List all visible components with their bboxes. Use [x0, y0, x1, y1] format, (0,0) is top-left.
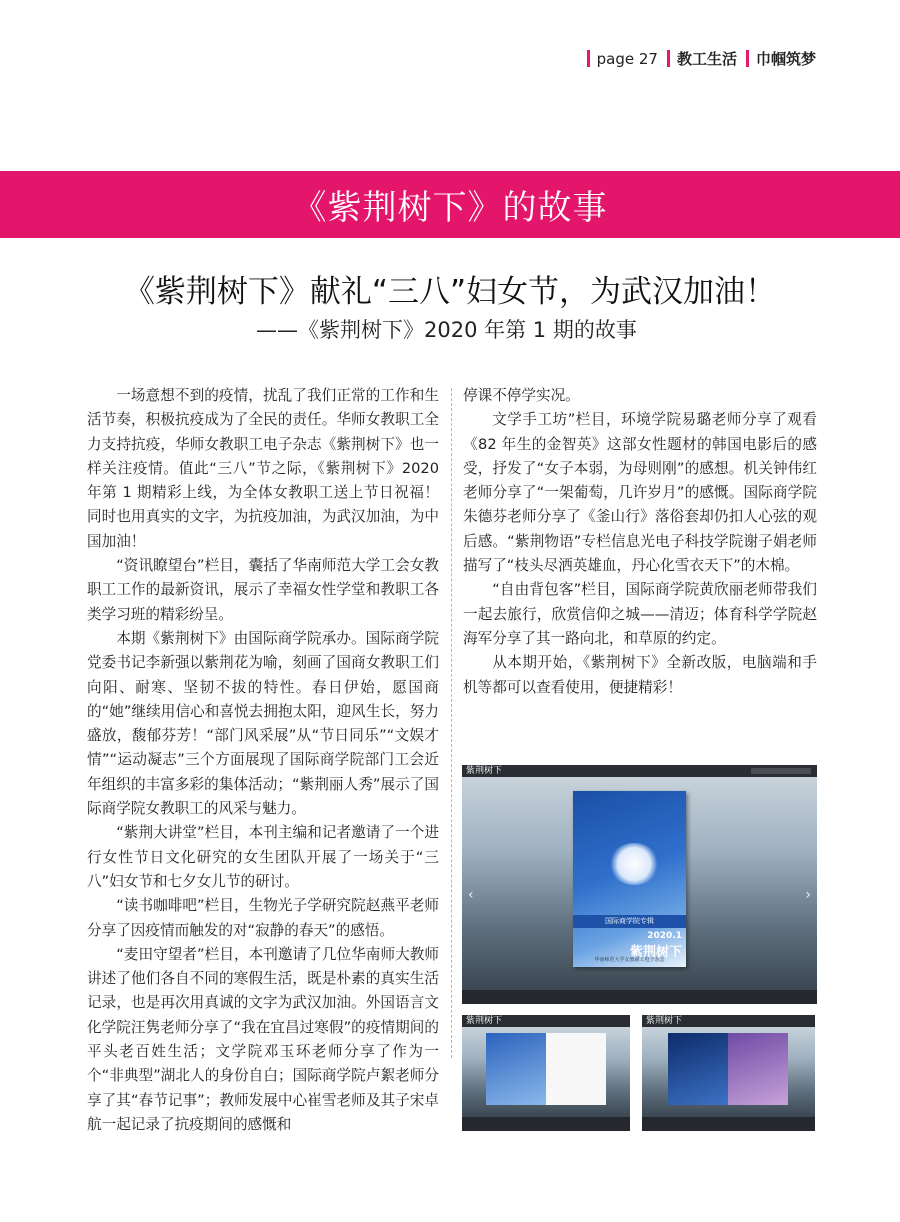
cover-footer: 华南师范大学女教职工电子杂志: [594, 957, 665, 963]
cover-banner: 国际商学院专辑: [573, 915, 686, 928]
spread-right-page: [728, 1033, 788, 1105]
reader-topbar: [462, 1015, 630, 1027]
reader-toolbar: [462, 990, 817, 1004]
article-subtitle: ——《紫荆树下》2020 年第 1 期的故事: [256, 318, 637, 342]
paragraph: “读书咖啡吧”栏目，生物光子学研究院赵燕平老师分享了因疫情而触发的对“寂静的春天”的感悟。: [87, 897, 439, 939]
paragraph: 从本期开始，《紫荆树下》全新改版，电脑端和手机等都可以查看使用，便捷精彩！: [463, 654, 817, 696]
reader-logo: 紫荆树下: [646, 1016, 683, 1026]
reader-screenshot-contents: [462, 1015, 630, 1131]
reader-topbar: [462, 765, 817, 777]
right-column: [463, 384, 817, 700]
cover-issue: 2020.1: [647, 931, 682, 941]
spread-left-page: [668, 1033, 728, 1105]
paragraph: 一场意想不到的疫情，扰乱了我们正常的工作和生活节奏，积极抗疫成为了全民的责任。华师女教职工全力支持抗疫，华师女教职工电子杂志《紫荆树下》也一样关注疫情。值此“三八”节之际，《紫荆树下》2020 年第 1 期精彩上线，为全体女教职工送上节日祝福！同时也用真实的文字，为抗疫加油，为武汉加油，为中国加油！: [87, 387, 439, 550]
paragraph: 文学手工坊”栏目，环境学院易璐老师分享了观看《82 年生的金智英》这部女性题材的韩国电影后的感受，抒发了“女子本弱，为母则刚”的感想。机关钟伟红老师分享了“一架葡萄，几许岁月”的感慨。国际商学院朱德芬老师分享了《釜山行》落俗套却仍扣人心弦的观后感。“紫荆物语”专栏信息光电子科技学院谢子娟老师描写了“枝头尽洒英雄血，丹心化雪衣天下”的木棉。: [463, 411, 817, 575]
chevron-right-icon: ›: [805, 887, 811, 903]
section-title: 《紫荆树下》的故事: [292, 188, 608, 228]
reader-topbar: [642, 1015, 815, 1027]
magazine-spread: [668, 1033, 788, 1105]
spread-left-page: [486, 1033, 546, 1105]
cover-magazine-name: 紫荆树下: [629, 945, 682, 960]
header-bar-mark: [587, 50, 590, 67]
article-title: 《紫荆树下》献礼“三八”妇女节，为武汉加油！: [123, 274, 777, 310]
reader-toolbar: [462, 1117, 630, 1131]
paragraph: “资讯瞭望台”栏目，囊括了华南师范大学工会女教职工工作的最新资讯，展示了幸福女性学堂和教职工各类学习班的精彩纷呈。: [87, 557, 439, 623]
left-column: [87, 384, 439, 1137]
reader-screenshot-spread: [642, 1015, 815, 1131]
running-header: [587, 48, 816, 69]
reader-toolbar: [642, 1117, 815, 1131]
paragraph: 本期《紫荆树下》由国际商学院承办。国际商学院党委书记李新强以紫荆花为喻，刻画了国商女教职工们向阳、耐寒、坚韧不拔的特性。春日伊始，愿国商的“她”继续用信心和喜悦去拥抱太阳，迎风生长，努力盛放，馥郁芬芳！“部门风采展”从“节日同乐”“文娱才情”“运动凝志”三个方面展现了国际商学院部门工会近年组织的丰富多彩的集体活动；“紫荆丽人秀”展示了国际商学院女教职工的风采与魅力。: [87, 629, 439, 818]
paragraph: “麦田守望者”栏目，本刊邀请了几位华南师大教师讲述了他们各自不同的寒假生活，既是朴素的真实生活记录，也是再次用真诚的文字为武汉加油。外国语言文化学院汪隽老师分享了“我在宜昌过寒假”的疫情期间的平头老百姓生活；文学院邓玉环老师分享了作为一个“非典型”湖北人的身份自白；国际商学院卢絮老师分享了其“春节记事”；教师发展中心崔雪老师及其子宋卓航一起记录了抗疫期间的感慨和: [87, 945, 439, 1133]
header-bar-mark: [667, 50, 670, 67]
flower-image: [609, 843, 659, 885]
reader-screenshot-main: [462, 765, 817, 1004]
magazine-spread: [486, 1033, 606, 1105]
paragraph: “紫荆大讲堂”栏目，本刊主编和记者邀请了一个进行女性节日文化研究的女生团队开展了一场关于“三八”妇女节和七夕女儿节的研讨。: [87, 824, 439, 890]
paragraph-continued: 停课不停学实况。: [463, 387, 580, 404]
reader-logo: 紫荆树下: [466, 1016, 503, 1026]
header-column: 巾帼筑梦: [755, 50, 816, 68]
chevron-left-icon: ‹: [468, 887, 474, 903]
magazine-cover: [573, 791, 686, 967]
header-section: 教工生活: [676, 50, 737, 68]
header-bar-mark: [746, 50, 749, 67]
section-title-band: [0, 171, 900, 238]
page-number: page 27: [596, 49, 658, 68]
spread-right-page: [546, 1033, 606, 1105]
column-divider: [451, 388, 452, 1058]
reader-search-box: [751, 768, 811, 774]
reader-logo: 紫荆树下: [466, 766, 503, 776]
paragraph: “自由背包客”栏目，国际商学院黄欣丽老师带我们一起去旅行，欣赏信仰之城——清迈；体育科学学院赵海军分享了其一路向北，和草原的约定。: [463, 581, 817, 647]
